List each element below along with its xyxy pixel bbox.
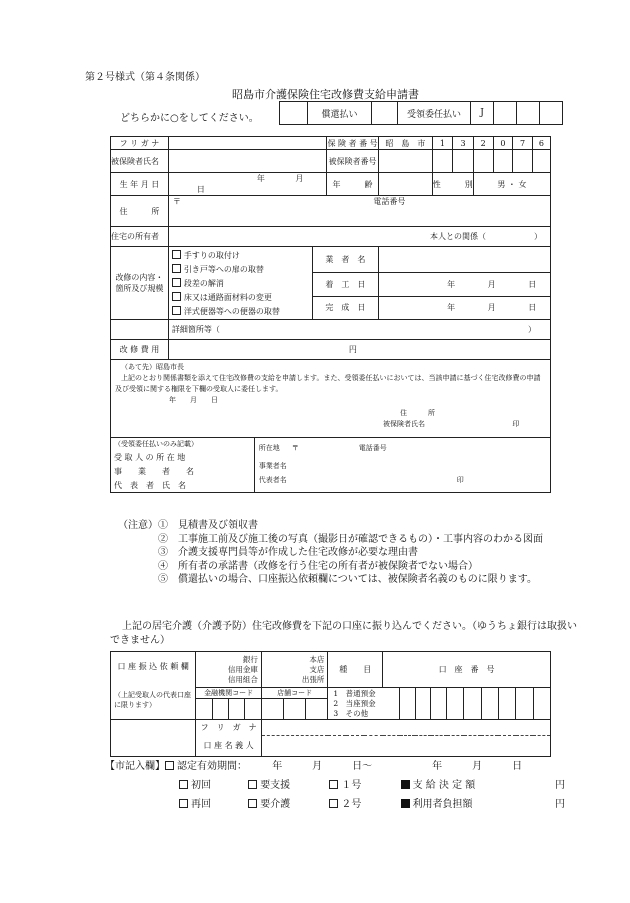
owner-relation: 本人との関係（ ） — [430, 232, 542, 241]
work-label-line2: 箇所及び規模 — [115, 284, 164, 293]
note-item: ③ 介護支援専門員等が作成した住宅改修が必要な理由書 — [158, 547, 418, 558]
checkbox-icon[interactable] — [248, 780, 257, 789]
start-label: 着 工 日 — [312, 273, 379, 296]
address-field[interactable] — [168, 196, 550, 227]
delegation-fields[interactable]: 所在地 〒 電話番号 事業者名 代表者名 印 — [254, 438, 550, 493]
cost-label: 改 修 費 用 — [111, 340, 169, 360]
business-name-label: 事 業 者 名 — [111, 465, 255, 479]
burden-label: 利用者負担額 — [412, 799, 473, 810]
insured-no-cell[interactable] — [513, 150, 533, 173]
insured-no-cell[interactable] — [473, 150, 493, 173]
bank-code-label: 金融機関コード — [196, 688, 262, 699]
work-label-cont — [111, 320, 169, 340]
account-digit[interactable] — [516, 688, 533, 720]
holder-name-field[interactable] — [261, 736, 550, 757]
birth-label: 生 年 月 日 — [111, 173, 169, 196]
insurer-digit: 2 — [473, 137, 493, 150]
note-item: ① 見積書及び領収書 — [158, 520, 258, 531]
age-label: 年 齢 — [326, 173, 378, 196]
insurer-digit: 3 — [453, 137, 474, 150]
note-item: ④ 所有者の承諾書（改修を行う住宅の所有者が被保険者でない場合） — [158, 560, 478, 572]
insured-no-cell[interactable] — [493, 150, 513, 173]
care-label: 要介護 — [260, 799, 291, 810]
checkbox-icon[interactable] — [329, 780, 338, 789]
account-kinds[interactable]: 1 普通預金 2 当座預金 3 その他 — [328, 688, 400, 720]
filled-square-icon — [401, 799, 410, 808]
phone-label: 電話番号 — [373, 197, 406, 206]
account-digit[interactable] — [400, 688, 416, 720]
checkbox-icon[interactable] — [179, 780, 188, 789]
choice-blank-1[interactable] — [494, 102, 517, 125]
account-kind-label: 種 目 — [328, 652, 383, 688]
seal-mark: 印 — [512, 420, 520, 428]
note-item: ⑤ 償還払いの場合、口座振込依頼欄については、被保険者名義のものに限ります。 — [158, 574, 537, 585]
account-digit[interactable] — [481, 688, 498, 720]
insurer-digit: 0 — [493, 137, 513, 150]
bank-code-cells[interactable] — [196, 699, 262, 720]
branch-code-cells[interactable] — [261, 699, 327, 720]
delegation-heading: （受領委任払いのみ記載） — [111, 438, 255, 451]
birth-day: 日 — [196, 185, 205, 194]
filled-square-icon — [401, 780, 410, 789]
validity-dates[interactable]: 年 月 日～ 年 月 日 — [272, 761, 523, 772]
notes-section — [118, 519, 576, 587]
account-digit[interactable] — [447, 688, 464, 720]
insurer-digit: 6 — [532, 137, 550, 150]
renewal-label: 再回 — [191, 799, 211, 810]
application-date[interactable]: 年 月 日 — [169, 396, 218, 404]
bank-table — [110, 651, 551, 757]
work-label-line1: 改修の内容・ — [115, 273, 164, 282]
detail-label: 詳細箇所等（ — [171, 325, 220, 334]
yen-unit: 円 — [555, 799, 565, 810]
work-item[interactable]: 洋式便器等への便器の取替 — [172, 305, 312, 319]
choice-blank-3[interactable] — [540, 102, 563, 125]
notes-heading: （注意） — [118, 520, 158, 531]
checkbox-icon[interactable] — [172, 292, 181, 301]
bank-label-cont — [111, 736, 196, 757]
work-item[interactable]: 段差の解消 — [172, 277, 312, 291]
insured-no-cell[interactable] — [432, 150, 453, 173]
checkbox-icon[interactable] — [179, 799, 188, 808]
application-table — [110, 136, 551, 493]
checkbox-icon[interactable] — [172, 278, 181, 287]
checkbox-icon[interactable] — [172, 306, 181, 315]
work-item[interactable]: 引き戸等への扉の取替 — [172, 263, 312, 277]
applicant-name-row — [115, 419, 546, 430]
postal-mark: 〒 — [172, 197, 181, 206]
checkbox-icon[interactable] — [248, 799, 257, 808]
form-number: 第２号様式（第４条関係） — [85, 72, 205, 83]
checkbox-icon[interactable] — [329, 799, 338, 808]
addressee: （あて先）昭島市長 — [121, 363, 184, 371]
furigana-field[interactable] — [168, 137, 326, 150]
applicant-name-label: 被保険者氏名 — [383, 420, 425, 428]
insured-no-cell[interactable] — [453, 150, 474, 173]
age-field[interactable] — [379, 173, 433, 196]
account-number-label: 口 座 番 号 — [383, 652, 551, 688]
support-label: 要支援 — [260, 780, 291, 791]
application-body: 上記のとおり関係書類を添えて住宅改修費の支給を申請します。また、受領委任払いにおいては、当該申請に基づく住宅改修費の申請及び受領に関する権限を下欄の受取人に委任します。 — [115, 374, 541, 393]
insured-no-field[interactable] — [379, 150, 433, 173]
checkbox-icon[interactable] — [172, 264, 181, 273]
applicant-address-label: 住 所 — [400, 409, 435, 417]
insurer-digit: 1 — [432, 137, 453, 150]
account-digit[interactable] — [431, 688, 447, 720]
owner-field[interactable] — [168, 227, 550, 247]
note-item: ② 工事施工前及び施工後の写真（撮影日が確認できるもの）・工事内容のわかる図面 — [158, 533, 543, 545]
sex-label: 性 別 — [432, 173, 473, 196]
decision-label: 支 給 決 定 額 — [412, 780, 476, 791]
birth-year: 年 — [256, 174, 265, 183]
account-digit[interactable] — [498, 688, 515, 720]
cost-unit: 円 — [348, 345, 357, 354]
city-section — [105, 757, 575, 814]
insurer-name: 昭 島 市 — [379, 137, 433, 150]
finish-date[interactable]: 年 月 日 — [379, 296, 551, 319]
recipient-address-label: 受 取 人 の 所 在 地 — [111, 451, 255, 465]
furigana-label: フ リ ガ ナ — [111, 137, 169, 150]
bank-type[interactable]: 銀行 信用金庫 信用組合 — [196, 652, 262, 688]
choice-mark-2[interactable] — [372, 102, 398, 125]
start-date[interactable]: 年 月 日 — [379, 273, 551, 296]
holder-furigana-label: フ リ ガ ナ — [196, 720, 262, 736]
sex-values[interactable]: 男 ・ 女 — [473, 173, 550, 196]
contractor-field[interactable] — [379, 247, 551, 273]
birth-field[interactable] — [168, 173, 326, 196]
choice-mark-1[interactable] — [280, 102, 308, 125]
choice-option-reimbursement[interactable]: 償還払い — [308, 102, 372, 125]
owner-label: 住宅の所有者 — [111, 227, 169, 247]
first-label: 初回 — [191, 780, 211, 791]
insured-no-cell[interactable] — [532, 150, 550, 173]
representative-label: 代 表 者 氏 名 — [111, 479, 255, 493]
bank-request-label: 口 座 振 込 依 頼 欄 （上記受取人の代表口座に限ります） — [111, 652, 196, 720]
finish-label: 完 成 日 — [312, 296, 379, 319]
account-digit[interactable] — [533, 688, 550, 720]
bank-intro: 上記の居宅介護（介護予防）住宅改修費を下記の口座に振り込んでください。（ゆうちょ銀行は取扱いできません） — [110, 621, 577, 646]
yen-unit: 円 — [555, 780, 565, 791]
detail-field[interactable]: 詳細箇所等（ ） — [168, 320, 550, 340]
insurer-no-label: 保 険 者 番 号 — [327, 138, 378, 148]
city-heading: 【市記入欄】 — [105, 761, 165, 772]
insurer-prefix: J — [471, 102, 494, 125]
bank-note: （上記受取人の代表口座に限ります） — [114, 691, 191, 709]
choice-table — [279, 101, 563, 125]
insured-no-label: 被保険者番号 — [326, 150, 378, 173]
holder-name-label: 口 座 名 義 人 — [196, 736, 262, 757]
holder-furigana-field[interactable] — [261, 720, 550, 736]
choice-prompt: どちらかに○をしてください。 — [120, 113, 259, 124]
choice-blank-2[interactable] — [517, 102, 540, 125]
checkbox-icon[interactable] — [165, 761, 174, 770]
address-label: 住 所 — [111, 196, 169, 227]
contractor-label: 業 者 名 — [312, 247, 379, 273]
insured-name-field[interactable] — [168, 150, 326, 173]
form-title: 昭島市介護保険住宅改修費支給申請書 — [232, 88, 419, 101]
work-item[interactable]: 床又は通路面材料の変更 — [172, 291, 312, 305]
work-label — [111, 247, 169, 320]
no2-label: ２号 — [341, 799, 362, 810]
validity-label: 認定有効期間： — [177, 761, 247, 772]
application-section — [111, 360, 551, 438]
branch-type[interactable]: 本店 支店 出張所 — [261, 652, 327, 688]
account-digit[interactable] — [415, 688, 431, 720]
branch-code-label: 店舗コード — [261, 688, 327, 699]
work-item[interactable]: 手すりの取付け — [172, 249, 312, 263]
insured-name-label: 被保険者氏名 — [111, 150, 169, 173]
work-items — [168, 247, 312, 320]
no1-label: １号 — [341, 780, 362, 791]
account-digit[interactable] — [464, 688, 481, 720]
choice-option-delegation[interactable]: 受領委任払い — [398, 102, 471, 125]
checkbox-icon[interactable] — [172, 250, 181, 259]
birth-month: 月 — [295, 174, 304, 183]
insurer-digit: 7 — [513, 137, 533, 150]
cost-field[interactable] — [168, 340, 550, 360]
bank-label-cont — [111, 720, 196, 736]
